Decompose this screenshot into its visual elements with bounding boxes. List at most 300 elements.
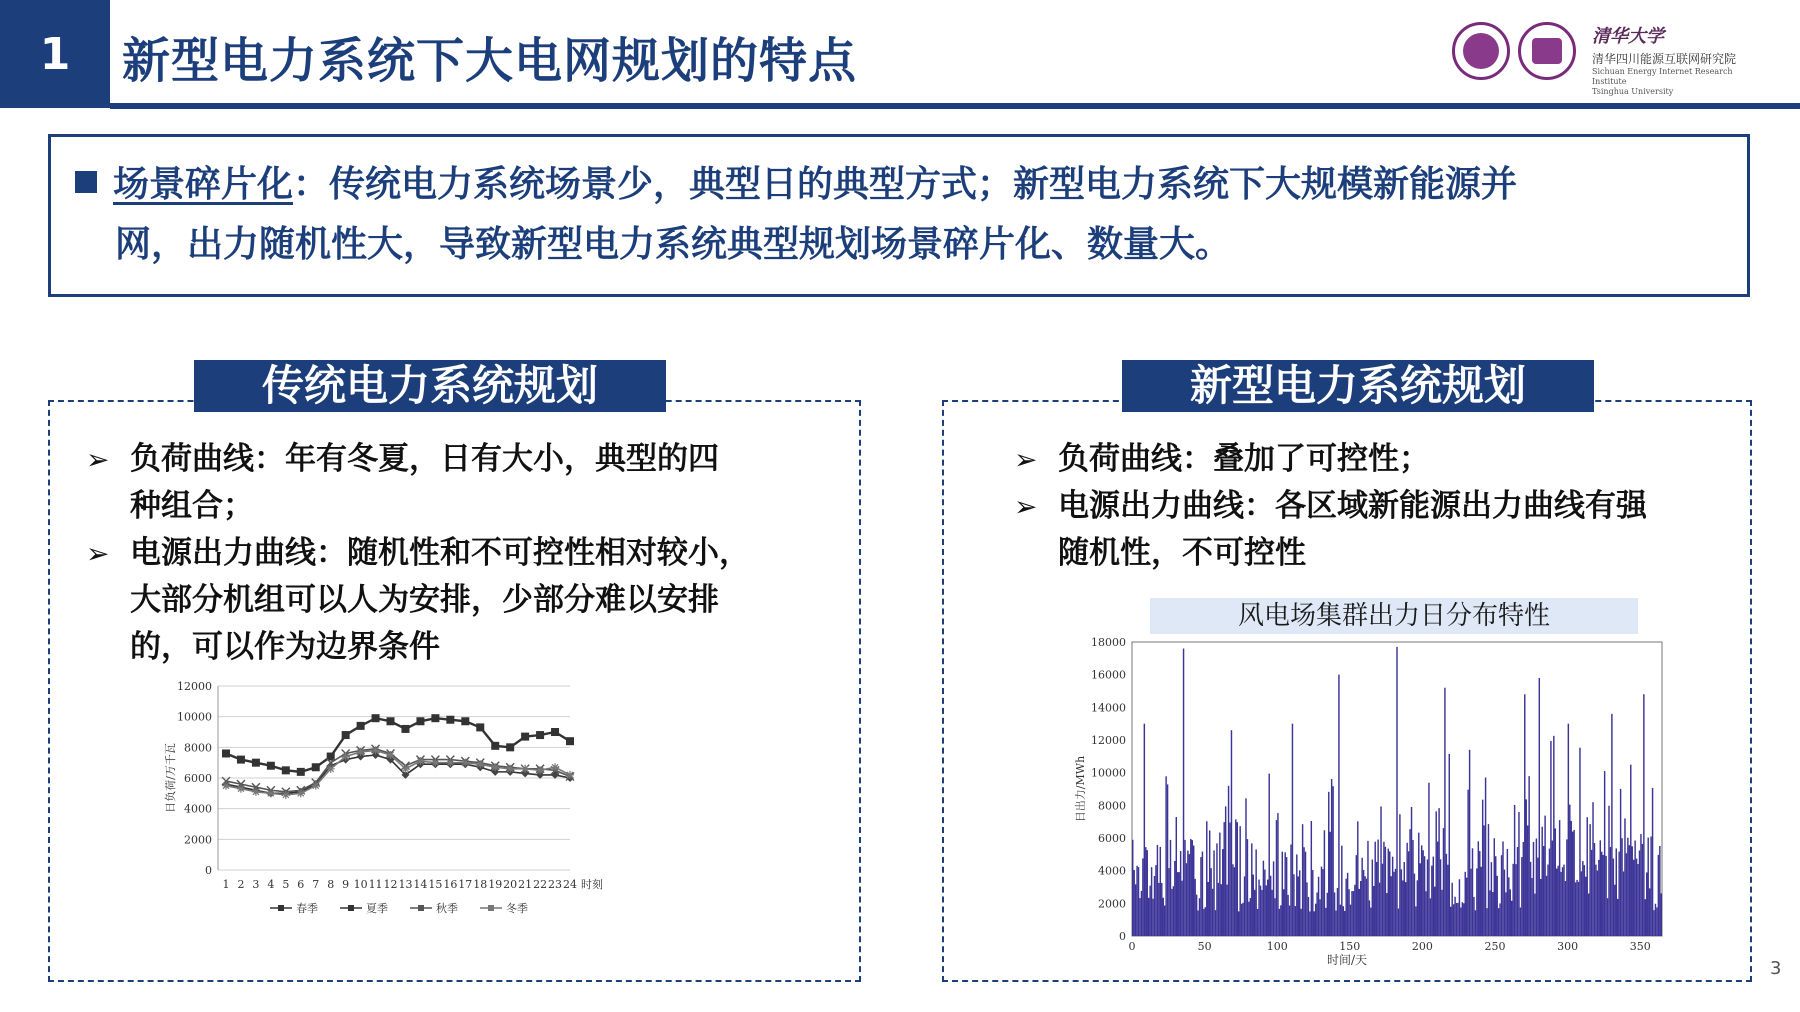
bar — [1611, 714, 1612, 936]
bar — [1421, 845, 1422, 936]
bar — [1194, 879, 1195, 936]
data-point — [312, 782, 320, 790]
bar — [1354, 885, 1355, 936]
data-point — [357, 748, 365, 756]
bar — [1602, 855, 1603, 936]
bar — [1607, 898, 1608, 936]
bar — [1293, 874, 1294, 936]
bar — [1560, 872, 1561, 936]
bar — [1213, 850, 1214, 936]
bar — [1212, 889, 1213, 936]
bar — [1139, 898, 1140, 936]
bar — [1592, 802, 1593, 936]
bar — [1618, 852, 1619, 936]
bar — [1507, 849, 1508, 936]
bar — [1540, 879, 1541, 936]
bar — [1197, 910, 1198, 936]
bar — [1494, 838, 1495, 936]
bar — [1184, 840, 1185, 936]
bar — [1579, 748, 1580, 936]
bar — [1142, 858, 1143, 936]
bar — [1463, 903, 1464, 936]
bar — [1559, 820, 1560, 936]
bar — [1406, 843, 1407, 936]
bar — [1357, 821, 1358, 936]
bar — [1385, 847, 1386, 936]
bar — [1267, 880, 1268, 936]
list-item — [86, 530, 846, 671]
bar — [1604, 771, 1605, 936]
bar — [1595, 865, 1596, 936]
data-point — [506, 765, 514, 773]
bar — [1501, 855, 1502, 936]
bar — [1138, 867, 1139, 936]
list-item-line: 种组合； — [130, 488, 254, 524]
bar — [1141, 891, 1142, 936]
bar — [1284, 852, 1285, 936]
y-tick-label: 12000 — [1091, 734, 1126, 747]
x-axis-label: 时间/天 — [1326, 953, 1368, 967]
logo-text — [1592, 22, 1762, 97]
bar — [1588, 893, 1589, 936]
bar — [1379, 883, 1380, 936]
bar — [1232, 864, 1233, 936]
bar — [1245, 798, 1246, 936]
bar — [1377, 840, 1378, 936]
bar — [1286, 857, 1287, 936]
bar — [1274, 898, 1275, 936]
bar — [1634, 841, 1635, 936]
bar — [1253, 875, 1254, 936]
y-tick-label: 8000 — [184, 741, 212, 755]
bar — [1329, 832, 1330, 936]
bar — [1414, 874, 1415, 936]
bar — [1476, 868, 1477, 936]
summary-keyword: 场景碎片化 — [113, 164, 294, 205]
bar — [1398, 909, 1399, 936]
bar — [1299, 870, 1300, 936]
bar — [1534, 894, 1535, 936]
bar — [1340, 905, 1341, 936]
y-tick-label: 18000 — [1091, 636, 1126, 649]
bar — [1536, 839, 1537, 936]
bar — [1361, 858, 1362, 936]
bar — [1454, 897, 1455, 936]
data-point — [461, 717, 469, 725]
bar — [1640, 834, 1641, 936]
bar — [1543, 846, 1544, 936]
bar — [1366, 879, 1367, 936]
bar — [1555, 828, 1556, 936]
bar — [1221, 884, 1222, 936]
bar — [1614, 885, 1615, 936]
bar — [1505, 892, 1506, 936]
bar — [1308, 897, 1309, 936]
data-point — [476, 723, 484, 731]
bar — [1386, 893, 1387, 936]
bar — [1504, 870, 1505, 936]
bar — [1600, 840, 1601, 936]
bar — [1425, 891, 1426, 936]
list-item-line: 随机性，不可控性 — [1058, 535, 1306, 571]
bar — [1491, 862, 1492, 936]
bar — [1578, 882, 1579, 936]
bar — [1303, 847, 1304, 936]
bar — [1422, 850, 1423, 936]
bar — [1430, 898, 1431, 936]
bar — [1629, 845, 1630, 936]
bar — [1244, 876, 1245, 936]
arrow-bullet-icon: ➢ — [86, 443, 110, 476]
bar — [1327, 893, 1328, 936]
bar — [1360, 881, 1361, 936]
right-panel-title: 新型电力系统规划 — [1122, 360, 1594, 412]
bar — [1546, 876, 1547, 936]
bar — [1630, 765, 1631, 936]
bar — [1193, 846, 1194, 936]
bar — [1515, 864, 1516, 936]
bar — [1601, 852, 1602, 936]
bar — [1642, 844, 1643, 936]
y-tick-label: 14000 — [1091, 701, 1126, 715]
arrow-bullet-icon: ➢ — [1014, 490, 1038, 523]
bar — [1257, 909, 1258, 936]
bar — [1135, 884, 1136, 936]
bar — [1266, 885, 1267, 936]
bar — [1652, 788, 1653, 936]
bar — [1287, 895, 1288, 936]
bar — [1637, 864, 1638, 936]
bar — [1279, 909, 1280, 936]
bar — [1132, 840, 1133, 936]
bar — [1434, 887, 1435, 936]
x-tick-label: 10 — [353, 878, 368, 891]
data-point — [267, 762, 275, 770]
wind-chart-title: 风电场集群出力日分布特性 — [1150, 598, 1638, 634]
bar — [1594, 843, 1595, 936]
bar — [1239, 826, 1240, 936]
data-point — [252, 788, 260, 796]
bar — [1218, 883, 1219, 936]
bar — [1231, 730, 1232, 936]
list-item — [1014, 483, 1734, 577]
x-tick-label: 19 — [488, 878, 503, 891]
data-point — [521, 733, 529, 741]
bar — [1183, 649, 1184, 936]
data-point — [342, 753, 350, 761]
bar — [1565, 881, 1566, 936]
bar — [1404, 862, 1405, 936]
bar — [1645, 899, 1646, 936]
y-tick-label: 6000 — [184, 772, 212, 785]
bar — [1199, 898, 1200, 936]
bar — [1621, 838, 1622, 936]
x-tick-label: 9 — [342, 878, 350, 891]
section-number: 1 — [0, 0, 110, 108]
bar — [1167, 784, 1168, 936]
x-tick-label: 18 — [473, 878, 488, 891]
data-point — [282, 766, 290, 774]
bar — [1205, 907, 1206, 936]
legend-marker-0 — [278, 905, 284, 911]
university-name-en: Tsinghua University — [1592, 87, 1674, 96]
bar — [1613, 859, 1614, 936]
bar — [1280, 905, 1281, 936]
x-tick-label: 6 — [297, 878, 305, 891]
bar — [1639, 850, 1640, 936]
bar — [1453, 904, 1454, 936]
list-item-line: 负荷曲线：叠加了可控性； — [1058, 441, 1430, 477]
y-tick-label: 10000 — [177, 710, 212, 724]
bar — [1151, 867, 1152, 936]
bar — [1173, 886, 1174, 936]
bar — [1636, 859, 1637, 936]
y-axis-label: 日负荷/万千瓦 — [164, 743, 177, 813]
data-point — [446, 759, 454, 767]
bar — [1553, 736, 1554, 936]
data-point — [297, 768, 305, 776]
data-point — [342, 731, 350, 739]
bar — [1322, 869, 1323, 936]
bar — [1363, 870, 1364, 936]
summary-box — [48, 134, 1750, 297]
bar — [1650, 837, 1651, 936]
bar — [1171, 889, 1172, 936]
bar — [1234, 867, 1235, 936]
bar — [1235, 819, 1236, 936]
bar — [1254, 890, 1255, 936]
bar — [1408, 851, 1409, 936]
bar — [1575, 882, 1576, 936]
bar — [1370, 908, 1371, 936]
bar — [1206, 821, 1207, 936]
x-tick-label: 300 — [1557, 940, 1579, 953]
bar — [1376, 862, 1377, 936]
bar — [1283, 889, 1284, 936]
bar — [1157, 845, 1158, 936]
bar — [1388, 849, 1389, 936]
bar — [1557, 866, 1558, 936]
square-bullet-icon — [75, 171, 97, 193]
bar — [1437, 842, 1438, 936]
bar — [1544, 816, 1545, 936]
bar — [1591, 850, 1592, 936]
y-tick-label: 10000 — [1091, 766, 1126, 780]
data-point — [491, 763, 499, 771]
legend-marker-2 — [418, 905, 424, 911]
bar — [1598, 860, 1599, 936]
bar — [1498, 908, 1499, 936]
list-item-line: 电源出力曲线：随机性和不可控性相对较小， — [130, 535, 750, 571]
bar — [1374, 842, 1375, 936]
bar — [1473, 897, 1474, 936]
y-tick-label: 4000 — [1098, 864, 1126, 878]
bar — [1418, 833, 1419, 936]
bar — [1208, 882, 1209, 936]
bar — [1620, 789, 1621, 936]
bar — [1401, 869, 1402, 936]
bar — [1202, 852, 1203, 936]
x-tick-label: 12 — [383, 878, 398, 891]
bar — [1508, 877, 1509, 936]
data-point — [372, 714, 380, 722]
bar — [1435, 811, 1436, 936]
bar — [1229, 823, 1230, 936]
bar — [1260, 886, 1261, 936]
bar — [1527, 825, 1528, 936]
data-point — [566, 771, 574, 779]
list-item — [86, 436, 846, 530]
bar — [1312, 870, 1313, 936]
bar — [1643, 694, 1644, 936]
x-tick-label: 50 — [1197, 940, 1212, 953]
bar — [1460, 907, 1461, 936]
arrow-bullet-icon: ➢ — [1014, 443, 1038, 476]
bar — [1359, 889, 1360, 936]
x-tick-label: 4 — [267, 878, 275, 891]
list-item-line: 大部分机组可以人为安排，少部分难以安排 — [130, 582, 719, 618]
bar — [1251, 843, 1252, 936]
bar — [1472, 848, 1473, 936]
bar — [1158, 883, 1159, 936]
bar — [1627, 838, 1628, 936]
bar — [1341, 846, 1342, 936]
x-tick-label: 23 — [548, 878, 563, 891]
bar — [1586, 817, 1587, 936]
x-tick-label: 14 — [413, 878, 428, 891]
bar — [1417, 880, 1418, 936]
bar — [1238, 911, 1239, 936]
data-point — [222, 782, 230, 790]
x-axis-label: 时刻 — [581, 878, 603, 891]
bar — [1462, 902, 1463, 936]
seasonal-load-chart — [160, 670, 680, 970]
bar — [1556, 869, 1557, 936]
institute-seal-logo — [1518, 22, 1576, 80]
bar — [1623, 871, 1624, 936]
bar — [1389, 851, 1390, 936]
bar — [1383, 842, 1384, 936]
data-point — [416, 757, 424, 765]
bar — [1526, 799, 1527, 936]
bar — [1319, 899, 1320, 936]
summary-line-2: 网，出力随机性大，导致新型电力系统典型规划场景碎片化、数量大。 — [115, 224, 1232, 265]
x-tick-label: 15 — [428, 878, 443, 891]
bar — [1440, 859, 1441, 936]
bar — [1338, 675, 1339, 936]
bar — [1311, 821, 1312, 936]
bar — [1282, 852, 1283, 936]
bar — [1248, 902, 1249, 936]
y-tick-label: 0 — [1119, 930, 1126, 943]
x-tick-label: 7 — [312, 878, 320, 891]
data-point — [536, 766, 544, 774]
list-item-line: 的，可以作为边界条件 — [130, 629, 440, 665]
y-axis-label: 日出力/MWh — [1074, 755, 1087, 823]
bar — [1161, 883, 1162, 936]
list-item-line: 电源出力曲线：各区域新能源出力曲线有强 — [1058, 488, 1647, 524]
bar — [1337, 888, 1338, 936]
bar — [1533, 842, 1534, 936]
bar — [1520, 907, 1521, 936]
bar — [1331, 779, 1332, 936]
bar — [1209, 830, 1210, 936]
bar — [1228, 786, 1229, 936]
bar — [1268, 774, 1269, 936]
bar — [1186, 863, 1187, 936]
y-tick-label: 0 — [205, 864, 212, 877]
bar — [1264, 870, 1265, 936]
data-point — [446, 716, 454, 724]
right-panel-list — [1014, 436, 1734, 577]
bar — [1290, 844, 1291, 936]
bar — [1144, 724, 1145, 936]
bar — [1356, 855, 1357, 936]
bar — [1318, 877, 1319, 936]
institute-name: 清华四川能源互联网研究院 — [1592, 52, 1737, 66]
bar — [1438, 808, 1439, 936]
bar — [1624, 818, 1625, 936]
data-point — [431, 714, 439, 722]
bar — [1411, 807, 1412, 936]
data-point — [387, 717, 395, 725]
bar — [1261, 890, 1262, 936]
bar — [1222, 849, 1223, 936]
bar — [1192, 840, 1193, 936]
data-point — [327, 765, 335, 773]
bar — [1165, 776, 1166, 936]
bar — [1653, 910, 1654, 936]
data-point — [536, 731, 544, 739]
bar — [1316, 892, 1317, 936]
bar — [1154, 876, 1155, 936]
bar — [1255, 849, 1256, 936]
y-tick-label: 8000 — [1098, 799, 1126, 813]
bar — [1263, 861, 1264, 936]
bar — [1177, 872, 1178, 936]
bar — [1149, 886, 1150, 936]
data-point — [461, 759, 469, 767]
bar — [1271, 890, 1272, 936]
wind-output-chart — [1070, 598, 1670, 980]
bar — [1550, 741, 1551, 936]
bar — [1210, 868, 1211, 936]
x-tick-label: 22 — [533, 878, 548, 891]
list-item — [1014, 436, 1734, 483]
page-title: 新型电力系统下大电网规划的特点 — [122, 33, 858, 89]
bar — [1444, 688, 1445, 936]
bar — [1309, 911, 1310, 936]
bar — [1495, 856, 1496, 936]
list-item-line: 负荷曲线：年有冬夏，日有大小，典型的四 — [130, 441, 719, 477]
bar — [1277, 813, 1278, 936]
bar — [1646, 872, 1647, 936]
series-line-2 — [226, 749, 570, 792]
data-point — [476, 760, 484, 768]
y-tick-label: 2000 — [184, 833, 212, 847]
data-point — [491, 742, 499, 750]
bar — [1658, 855, 1659, 936]
y-tick-label: 6000 — [1098, 832, 1126, 845]
bar — [1393, 872, 1394, 936]
bar — [1196, 895, 1197, 936]
bar — [1585, 877, 1586, 936]
bar — [1190, 839, 1191, 936]
bar — [1250, 898, 1251, 936]
bar — [1562, 867, 1563, 936]
data-point — [431, 759, 439, 767]
x-tick-label: 8 — [327, 878, 335, 891]
